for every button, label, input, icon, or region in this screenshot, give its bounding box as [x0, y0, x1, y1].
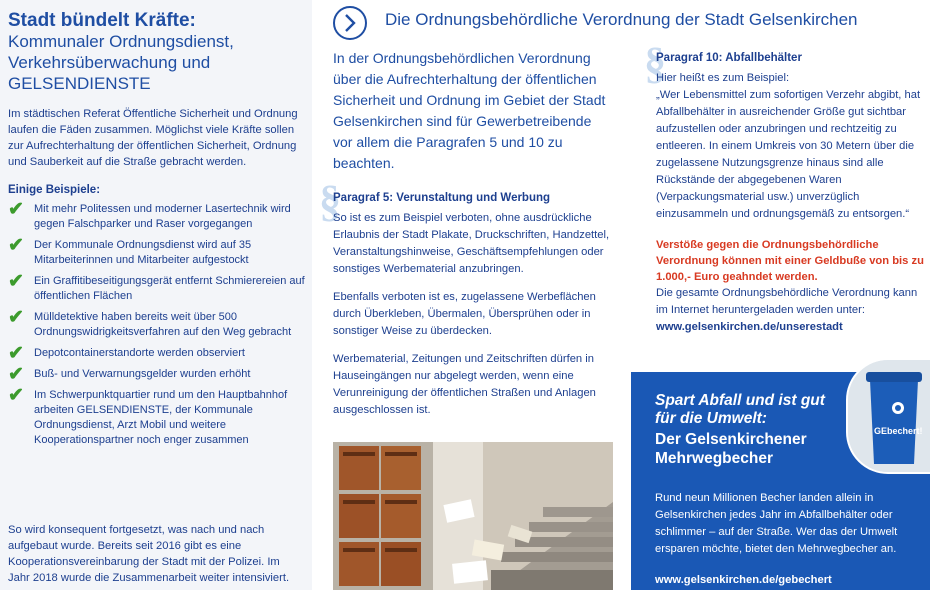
paragraph-10-title: Paragraf 10: Abfallbehälter [656, 52, 802, 64]
paragraph-10-intro: Hier heißt es zum Beispiel: [656, 72, 790, 84]
arrow-right-icon [333, 6, 367, 40]
right-column [644, 39, 926, 336]
middle-column [319, 48, 613, 430]
left-intro: Im städtischen Referat Öffentliche Sicherheit und Ordnung laufen die Fäden zusammen. Möglichst viele Kräfte sollen zur Aufrechterhaltung der öffentlichen Sicherheit, Ordnung und Sauberkeit auf die Straße gebracht werden. [8, 108, 298, 168]
download-link[interactable]: www.gelsenkirchen.de/unserestadt [656, 321, 843, 333]
mailbox-photo [333, 442, 613, 590]
middle-intro: In der Ordnungsbehördlichen Verordnung über die Aufrechterhaltung der öffentlichen Sicherheit und Ordnung im Gebiet der Stadt Gelsenkirchen sind für Gewerbetreibende vor allem die Paragrafen 5 und 10 zu beachten. [333, 50, 606, 171]
box-title-italic: Spart Abfall und ist gut für die Umwelt: [655, 392, 825, 427]
paragraph-10-quote: „Wer Lebensmittel zum sofortigen Verzehr abgibt, hat Abfallbehälter in ausreichender Größe gut sichtbar aufzustellen oder anzubringen und rechtzeitig zu entleeren. In einem Umkreis von 30 Metern über die zugelassene Nutzungsgrenze hinaus sind alle Rückstände der abgegebenen Waren (Verpackungsmaterial usw.) unverzüglich einzusammeln und ordnungsgemäß zu entsorgen.“ [656, 89, 921, 220]
box-title-bold: Der Gelsenkirchener Mehrwegbecher [655, 431, 807, 467]
checkmark-icon: ✔ [8, 364, 24, 385]
list-item-text: Ein Graffitibeseitigungsgerät entfernt Schmierereien auf öffentlichen Flächen [34, 275, 305, 302]
section-title: Die Ordnungsbehördliche Verordnung der Stadt Gelsenkirchen [385, 10, 858, 29]
checkmark-icon: ✔ [8, 307, 24, 328]
cup-icon [848, 360, 930, 472]
examples-list [8, 199, 308, 448]
examples-title: Einige Beispiele: [8, 184, 101, 196]
list-item [8, 199, 308, 232]
list-item [8, 343, 308, 364]
left-subtitle-line: Kommunaler Ordnungsdienst, [8, 32, 234, 51]
list-item-text: Mit mehr Politessen und moderner Lasertechnik wird gegen Falschparker und Raser vorgegangen [34, 203, 291, 230]
checkmark-icon: ✔ [8, 271, 24, 292]
list-item-text: Der Kommunale Ordnungsdienst wird auf 35 Mitarbeiterinnen und Mitarbeiter aufgestockt [34, 239, 252, 266]
list-item [8, 307, 308, 340]
section-header [333, 6, 923, 40]
list-item [8, 385, 308, 448]
paragraph-5-text: So ist es zum Beispiel verboten, ohne ausdrückliche Erlaubnis der Stadt Plakate, Druckschriften, Handzettel, Veranstaltungshinweise, Geschäftsempfehlungen oder sonstiges Werbematerial anzubringen. [333, 212, 610, 275]
checkmark-icon: ✔ [8, 235, 24, 256]
paragraph-10-content [656, 52, 926, 336]
paragraph-5-text: Werbematerial, Zeitungen und Zeitschriften dürfen in Hauseingängen nur abgelegt werden, wenn eine Verunreinigung der öffentlichen Straßen und Anlagen ausgeschlossen ist. [333, 353, 596, 416]
download-text: Die gesamte Ordnungsbehördliche Verordnung kann im Internet heruntergeladen werden unter: [656, 287, 918, 316]
left-column [0, 0, 312, 590]
paragraph-sign-icon: § [644, 39, 666, 88]
paragraph-5-text: Ebenfalls verboten ist es, zugelassene Werbeflächen durch Überkleben, Übermalen, Übersprühen oder in sonstiger Weise zu überdecken. [333, 291, 596, 337]
checkmark-icon: ✔ [8, 385, 24, 406]
cup-label: GEbechert! [874, 426, 923, 436]
checkmark-icon: ✔ [8, 199, 24, 220]
box-link[interactable]: www.gelsenkirchen.de/gebechert [655, 574, 832, 586]
left-subtitle-line: GELSENDIENSTE [8, 74, 151, 93]
left-column-content [8, 10, 308, 454]
list-item [8, 271, 308, 304]
list-item-text: Depotcontainerstandorte werden observiert [34, 347, 245, 359]
mailbox-illustration [333, 442, 613, 590]
box-text: Rund neun Millionen Becher landen allein in Gelsenkirchen jedes Jahr im Abfallbehälter oder schlimmer – auf der Straße. Wer das der Umwelt ersparen möchte, bietet den Mehrwegbecher an. [655, 492, 898, 555]
list-item-text: Im Schwerpunktquartier rund um den Hauptbahnhof arbeiten GELSENDIENSTE, der Kommunale Ordnungsdienst, Arzt Mobil und weitere Kooperationspartner noch enger zusammen [34, 389, 288, 446]
list-item [8, 364, 308, 385]
list-item-text: Buß- und Verwarnungsgelder wurden erhöht [34, 368, 251, 380]
paragraph-5-section [319, 177, 613, 419]
paragraph-5-content [333, 192, 613, 419]
left-title: Stadt bündelt Kräfte: [8, 10, 196, 31]
cup-photo [846, 358, 930, 474]
fine-warning: Verstöße gegen die Ordnungsbehördliche Verordnung können mit einer Geldbuße von bis zu 1.000,- Euro geahndet werden. [656, 239, 924, 283]
paragraph-sign-icon: § [319, 177, 341, 226]
list-item [8, 235, 308, 268]
checkmark-icon: ✔ [8, 343, 24, 364]
left-subtitle [8, 31, 308, 94]
paragraph-5-title: Paragraf 5: Verunstaltung und Werbung [333, 192, 551, 204]
left-closing: So wird konsequent fortgesetzt, was nach und nach aufgebaut wurde. Bereits seit 2016 gibt es eine Kooperationsvereinbarung der Stadt mit der Polizei. Im Jahr 2018 wurde die Zusammenarbeit weiter intensiviert. [8, 524, 290, 584]
list-item-text: Mülldetektive haben bereits weit über 500 Ordnungswidrigkeitsverfahren auf den Weg gebracht [34, 311, 292, 338]
left-subtitle-line: Verkehrsüberwachung und [8, 53, 211, 72]
